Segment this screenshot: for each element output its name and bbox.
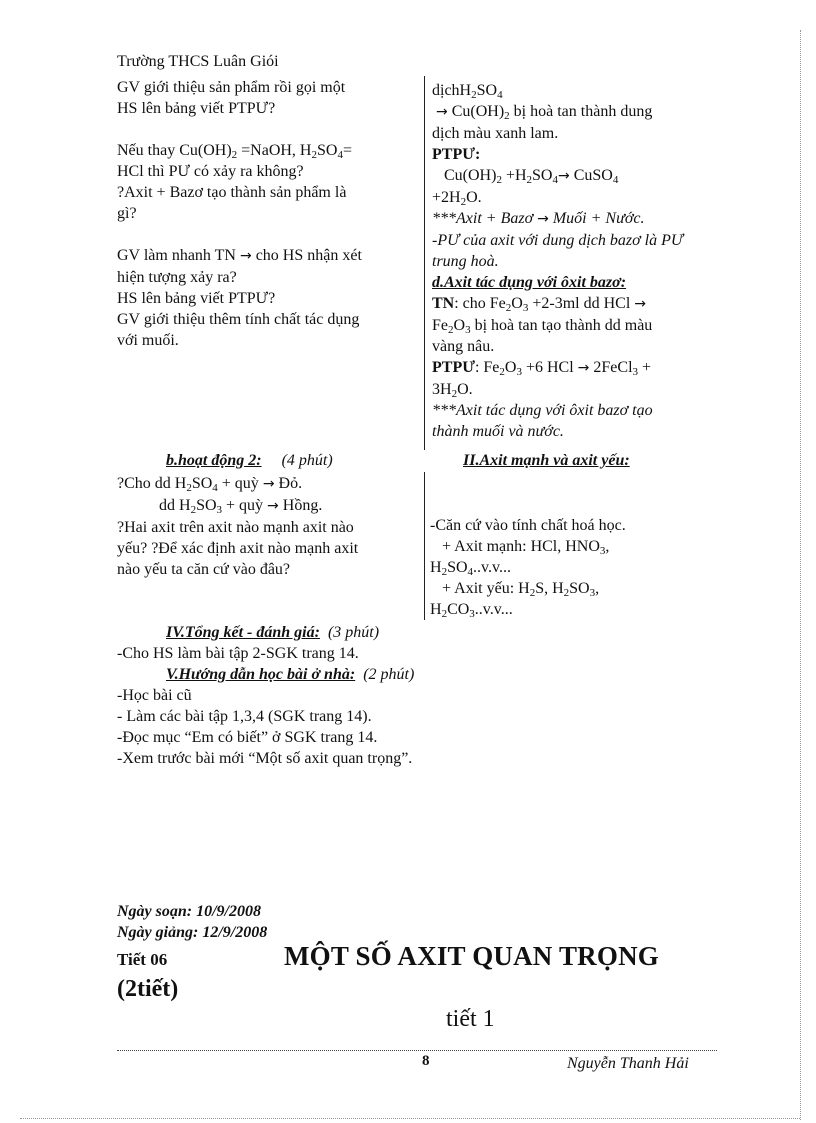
homework-heading: V.Hướng dẫn học bài ở nhà: (2 phút) — [166, 666, 415, 683]
arrow-icon: → — [577, 360, 590, 376]
text-line: dịch màu xanh lam. — [432, 125, 559, 142]
list-item: -Xem trước bài mới “Một số axit quan trọng”. — [117, 750, 413, 767]
text-line: yếu? ?Để xác định axit nào mạnh axit — [117, 540, 359, 557]
page-border-right — [800, 30, 801, 1120]
summary-heading: IV.Tổng kết - đánh giá: (3 phút) — [166, 624, 380, 641]
summary-item: -Cho HS làm bài tập 2-SGK trang 14. — [117, 645, 359, 662]
text-line: ?Cho dd $H_2SO_4$ + quỳ → Đỏ. — [117, 475, 303, 494]
teacher-activities — [117, 77, 417, 351]
text-line: nào yếu ta căn cứ vào đâu? — [117, 561, 291, 578]
equation-line: $+2H_2O$. — [432, 189, 482, 208]
arrow-icon: → — [557, 168, 570, 184]
text-line: $dịchH_2SO_4$ — [432, 82, 503, 101]
arrow-icon: → — [537, 211, 549, 227]
column-divider — [424, 76, 425, 450]
text-line: hiện tượng xảy ra? — [117, 269, 237, 286]
text-line: vàng nâu. — [432, 338, 495, 355]
column-divider — [424, 472, 425, 620]
period-label: Tiết 06 — [117, 950, 168, 969]
list-item: -Đọc mục “Em có biết” ở SGK trang 14. — [117, 729, 378, 746]
text-line: $H_2CO_3..v.v$... — [430, 601, 513, 620]
equation-line: PTPƯ: $Fe_2O_3 +6$ HCl → 2FeCl$_3$ + — [432, 359, 652, 378]
text-line: trung hoà. — [432, 253, 499, 270]
page-number: 8 — [422, 1053, 430, 1069]
text-line: + Axit mạnh: HCl, $HNO_3$, — [442, 538, 610, 557]
text-line: ?Axit + Bazơ tạo thành sản phẩm là — [117, 184, 347, 201]
school-header: Trường THCS Luân Giói — [117, 53, 279, 70]
student-activities — [432, 80, 722, 442]
list-item: -Học bài cũ — [117, 687, 192, 704]
text-line: $H_2SO_4..v.v$... — [430, 559, 511, 578]
conclusion-line: ***Axit tác dụng với ôxit bazơ tạo — [432, 402, 653, 419]
text-line: GV làm nhanh TN → cho HS nhận xét — [117, 247, 362, 264]
page-border-bottom — [20, 1118, 800, 1119]
section-heading: d.Axit tác dụng với ôxit bazơ: — [432, 274, 627, 291]
text-line: với muối. — [117, 332, 179, 349]
equation-label: PTPƯ: — [432, 146, 481, 163]
arrow-icon: → — [239, 248, 252, 264]
activity2-questions — [117, 473, 417, 580]
lesson-part: tiết 1 — [446, 1006, 495, 1032]
text-line: gì? — [117, 205, 137, 222]
equation-line: $Cu(OH)_2 +H_2SO_4\to$ CuSO$_4$ — [444, 167, 619, 186]
text-line: HS lên bảng viết PTPƯ? — [117, 290, 276, 307]
list-item: - Làm các bài tập 1,3,4 (SGK trang 14). — [117, 708, 372, 725]
text-line: -Căn cứ vào tính chất hoá học. — [430, 517, 626, 534]
footer-divider — [117, 1050, 717, 1051]
lesson-duration: (2tiết) — [117, 976, 179, 1002]
arrow-icon: → — [267, 498, 279, 514]
text-line: + Axit yếu: $H_2S$, $H_2SO_3$, — [442, 580, 600, 599]
text-line: GV giới thiệu sản phẩm rồi gọi một — [117, 79, 346, 96]
arrow-icon: → — [436, 104, 448, 120]
text-line: TN: cho $Fe_2O_3 +2-3ml$ dd HCl → — [432, 295, 646, 314]
equation-line: $3H_2O$. — [432, 381, 473, 400]
arrow-icon: → — [262, 476, 275, 492]
author-name: Nguyễn Thanh Hải — [567, 1055, 689, 1072]
activity2-heading: b.hoạt động 2: (4 phút) — [166, 452, 333, 469]
lesson-title: MỘT SỐ AXIT QUAN TRỌNG — [284, 941, 659, 971]
text-line: $Fe_2O_3$ bị hoà tan tạo thành dd màu — [432, 317, 653, 336]
text-line: HCl thì PƯ có xảy ra không? — [117, 163, 304, 180]
text-line: GV giới thiệu thêm tính chất tác dụng — [117, 311, 360, 328]
conclusion-line: thành muối và nước. — [432, 423, 564, 440]
arrow-icon: → — [634, 296, 646, 312]
text-line: HS lên bảng viết PTPƯ? — [117, 100, 276, 117]
homework-list — [117, 685, 412, 769]
strong-weak-acid-heading: II.Axit mạnh và axit yếu: — [463, 452, 630, 469]
text-line: -PƯ của axit với dung dịch bazơ là PƯ — [432, 232, 683, 249]
prep-date: Ngày soạn: 10/9/2008 — [117, 903, 261, 920]
activity2-answers — [430, 515, 720, 620]
text-line: → $Cu(OH)_2$ bị hoà tan thành dung — [436, 103, 653, 122]
teach-date: Ngày giảng: 12/9/2008 — [117, 924, 268, 941]
text-line: Nếu thay $Cu(OH)_2$ =NaOH, $H_2SO_4=$ — [117, 142, 352, 161]
conclusion-line: ***Axit + Bazơ → Muối + Nước. — [432, 210, 645, 227]
text-line: ?Hai axit trên axit nào mạnh axit nào — [117, 519, 354, 536]
text-line: dd $H_2SO_3$ + quỳ → Hồng. — [159, 497, 323, 516]
